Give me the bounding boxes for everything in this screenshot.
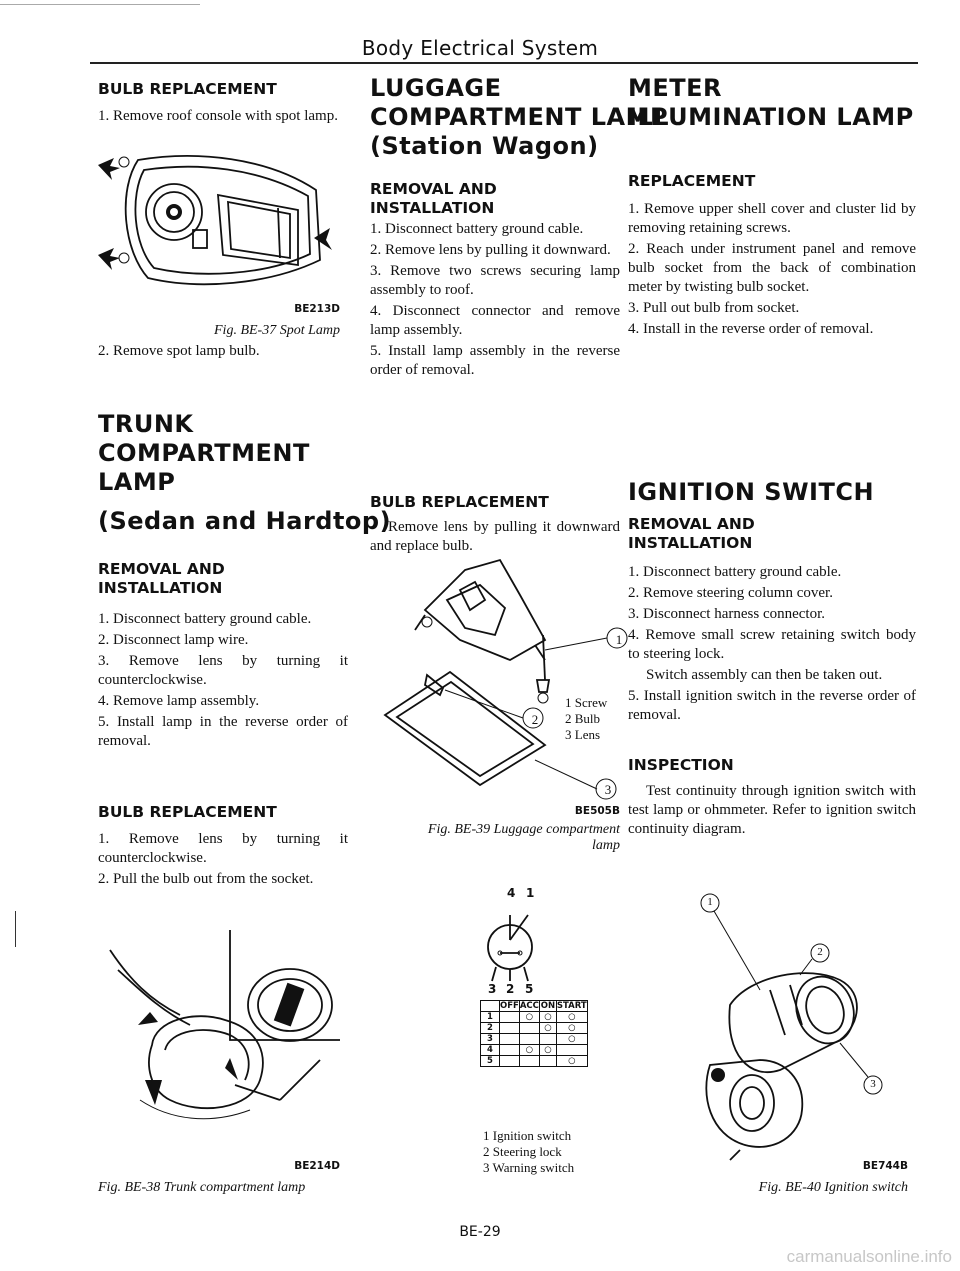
terminal-3: 3 (488, 982, 497, 996)
step-item: 3. Remove two screws securing lamp assembly to roof. (370, 263, 620, 298)
ignition-heading: IGNITION SWITCH (628, 478, 875, 506)
meter-heading (628, 74, 914, 132)
table-cell (539, 1034, 556, 1045)
step-item: 5. Install lamp assembly in the reverse order of removal. (370, 343, 620, 378)
table-row (481, 1034, 588, 1045)
page-number: BE-29 (459, 1224, 501, 1240)
table-cell (556, 1045, 587, 1056)
table-row (481, 1045, 588, 1056)
fig-38-caption: Fig. BE-38 Trunk compartment lamp (98, 1180, 306, 1195)
table-cell: ○ (539, 1012, 556, 1023)
table-cell (519, 1023, 539, 1034)
trunk-heading-line3: LAMP (98, 468, 176, 496)
replacement-heading: REPLACEMENT (628, 172, 756, 190)
table-row (481, 1023, 588, 1034)
inspection-text (628, 782, 916, 841)
fig-40-caption: Fig. BE-40 Ignition switch (758, 1180, 908, 1195)
step-item: 1. Disconnect battery ground cable. (98, 611, 312, 627)
fig-40-code: BE744B (862, 1160, 908, 1172)
table-cell: ○ (556, 1056, 587, 1067)
luggage-heading-line1: LUGGAGE (370, 74, 502, 102)
row-label: 2 (481, 1023, 500, 1034)
luggage-subheading: (Station Wagon) (370, 132, 599, 160)
fig-37-caption: Fig. BE-37 Spot Lamp (214, 323, 340, 338)
inspection-paragraph: Test continuity through ignition switch with test lamp or ohmmeter. Refer to ignition switch continuity diagram. (628, 783, 916, 837)
bulb-replacement-2-steps (98, 830, 348, 891)
removal-heading-2-line1: REMOVAL AND (370, 180, 497, 198)
fig-39-caption-line1: Fig. BE-39 Luggage compartment (427, 822, 620, 837)
ignition-removal-steps (628, 563, 916, 727)
row-label: 4 (481, 1045, 500, 1056)
removal-heading-1-line2: INSTALLATION (98, 579, 223, 597)
terminal-2: 2 (506, 982, 515, 996)
table-cell: ○ (519, 1012, 539, 1023)
table-cell: ○ (539, 1045, 556, 1056)
callout-1: 1 (707, 896, 713, 908)
removal-note: Switch assembly can then be taken out. (646, 667, 883, 683)
row-label: 1 (481, 1012, 500, 1023)
column-header: ON (540, 1000, 556, 1011)
callout-1: 1 (615, 632, 623, 647)
watermark: carmanualsonline.info (786, 1247, 952, 1266)
spot-lamp-illustration (98, 150, 338, 300)
removal-heading-1 (98, 560, 225, 598)
legend-item: 2 Bulb (565, 711, 601, 726)
table-header-row (481, 1001, 588, 1012)
legend-item: 1 Screw (565, 695, 608, 710)
step-item: 4. Install in the reverse order of removal. (628, 321, 874, 337)
terminal-1: 1 (526, 886, 535, 900)
luggage-lamp-illustration (385, 560, 625, 780)
luggage-removal-steps (370, 220, 620, 382)
step-item: 1. Disconnect battery ground cable. (628, 564, 842, 580)
callout-2: 2 (817, 946, 823, 958)
trunk-subheading: (Sedan and Hardtop) (98, 507, 392, 535)
scan-artifact-line (0, 4, 200, 5)
inspection-heading: INSPECTION (628, 756, 734, 774)
row-label: 5 (481, 1056, 500, 1067)
step-item: 1. Remove upper shell cover and cluster lid by removing retaining screws. (628, 201, 916, 236)
page-header: Body Electrical System (361, 36, 599, 60)
luggage-heading (370, 74, 668, 161)
step-item: 2. Pull the bulb out from the socket. (98, 871, 314, 887)
removal-heading-3 (628, 515, 755, 553)
table-cell: ○ (556, 1012, 587, 1023)
fig-39-caption-line2: lamp (592, 838, 620, 853)
step-1: 1. Remove roof console with spot lamp. (98, 108, 338, 124)
column-header: START (556, 1000, 587, 1011)
table-cell (519, 1056, 539, 1067)
fig-39-code: BE505B (574, 805, 620, 817)
meter-heading-line2: ILLUMINATION LAMP (628, 103, 914, 131)
step-item: 2. Reach under instrument panel and remove bulb socket from the back of combination meter by twisting bulb socket. (628, 241, 916, 295)
row-label: 3 (481, 1034, 500, 1045)
table-cell: ○ (556, 1034, 587, 1045)
bulb-replacement-3-text (370, 518, 620, 558)
header-rule (90, 62, 918, 64)
step-2: 2. Remove spot lamp bulb. (98, 343, 260, 359)
legend-item: 2 Steering lock (483, 1144, 562, 1159)
trunk-removal-steps (98, 610, 348, 753)
trunk-heading-line1: TRUNK (98, 410, 194, 438)
bulb-replacement-heading: BULB REPLACEMENT (98, 80, 277, 98)
column-header: OFF (500, 1000, 519, 1011)
column-header: ACC (519, 1000, 539, 1011)
step-item: 3. Pull out bulb from socket. (628, 300, 800, 316)
terminal-5: 5 (525, 982, 534, 996)
removal-heading-1-line1: REMOVAL AND (98, 560, 225, 578)
luggage-heading-line2: COMPARTMENT LAMP (370, 103, 669, 131)
bulb-replacement-steps (98, 107, 348, 128)
table-cell (500, 1012, 520, 1023)
margin-mark (15, 911, 16, 947)
step-item: 2. Disconnect lamp wire. (98, 632, 249, 648)
callout-3: 3 (604, 782, 612, 797)
table-cell (500, 1023, 520, 1034)
step-item: 2. Remove steering column cover. (628, 585, 833, 601)
bulb-replacement-3-heading: BULB REPLACEMENT (370, 493, 549, 511)
bulb-replacement-3-paragraph: Remove lens by pulling it downward and replace bulb. (370, 519, 620, 554)
step-item: 3. Remove lens by turning it counterclockwise. (98, 653, 348, 688)
step-item: 1. Remove lens by turning it counterclockwise. (98, 831, 348, 866)
table-cell (519, 1034, 539, 1045)
step-item: 3. Disconnect harness connector. (628, 606, 826, 622)
callout-2: 2 (531, 712, 539, 727)
ignition-switch-illustration (690, 895, 890, 1165)
fig-39-caption (380, 822, 620, 854)
table-corner (481, 1001, 500, 1012)
fig-37-code: BE213D (294, 303, 340, 315)
step-item: 5. Install lamp in the reverse order of removal. (98, 714, 348, 749)
step-item: 4. Remove small screw retaining switch body to steering lock. (628, 627, 916, 662)
table-cell: ○ (519, 1045, 539, 1056)
trunk-lamp-illustration (100, 930, 340, 1130)
removal-heading-3-line2: INSTALLATION (628, 534, 753, 552)
bulb-replacement-2-heading: BULB REPLACEMENT (98, 803, 277, 821)
table-cell (500, 1034, 520, 1045)
removal-heading-2 (370, 180, 497, 218)
trunk-heading (98, 410, 391, 536)
step-item: 4. Remove lamp assembly. (98, 693, 260, 709)
table-cell: ○ (556, 1023, 587, 1034)
step-item: 4. Disconnect connector and remove lamp assembly. (370, 303, 620, 338)
meter-heading-line1: METER (628, 74, 723, 102)
table-row (481, 1056, 588, 1067)
terminal-4: 4 (507, 886, 516, 900)
step-item: 1. Disconnect battery ground cable. (370, 221, 584, 237)
legend-item: 3 Lens (565, 727, 601, 742)
step-item: 5. Install ignition switch in the reverse order of removal. (628, 688, 916, 723)
legend-item: 3 Warning switch (483, 1160, 575, 1175)
wiring-legend (483, 1128, 574, 1176)
fig-39-legend (565, 695, 607, 743)
table-row (481, 1012, 588, 1023)
callout-3: 3 (870, 1078, 876, 1090)
meter-steps (628, 200, 916, 341)
table-cell (500, 1045, 520, 1056)
fig-38-code: BE214D (294, 1160, 340, 1172)
removal-heading-2-line2: INSTALLATION (370, 199, 495, 217)
ignition-switch-symbol (480, 895, 570, 990)
table-cell: ○ (539, 1023, 556, 1034)
table-cell (500, 1056, 520, 1067)
legend-item: 1 Ignition switch (483, 1128, 572, 1143)
removal-heading-3-line1: REMOVAL AND (628, 515, 755, 533)
step-item: 2. Remove lens by pulling it downward. (370, 242, 611, 258)
table-cell (539, 1056, 556, 1067)
trunk-heading-line2: COMPARTMENT (98, 439, 310, 467)
continuity-table (480, 1000, 588, 1067)
